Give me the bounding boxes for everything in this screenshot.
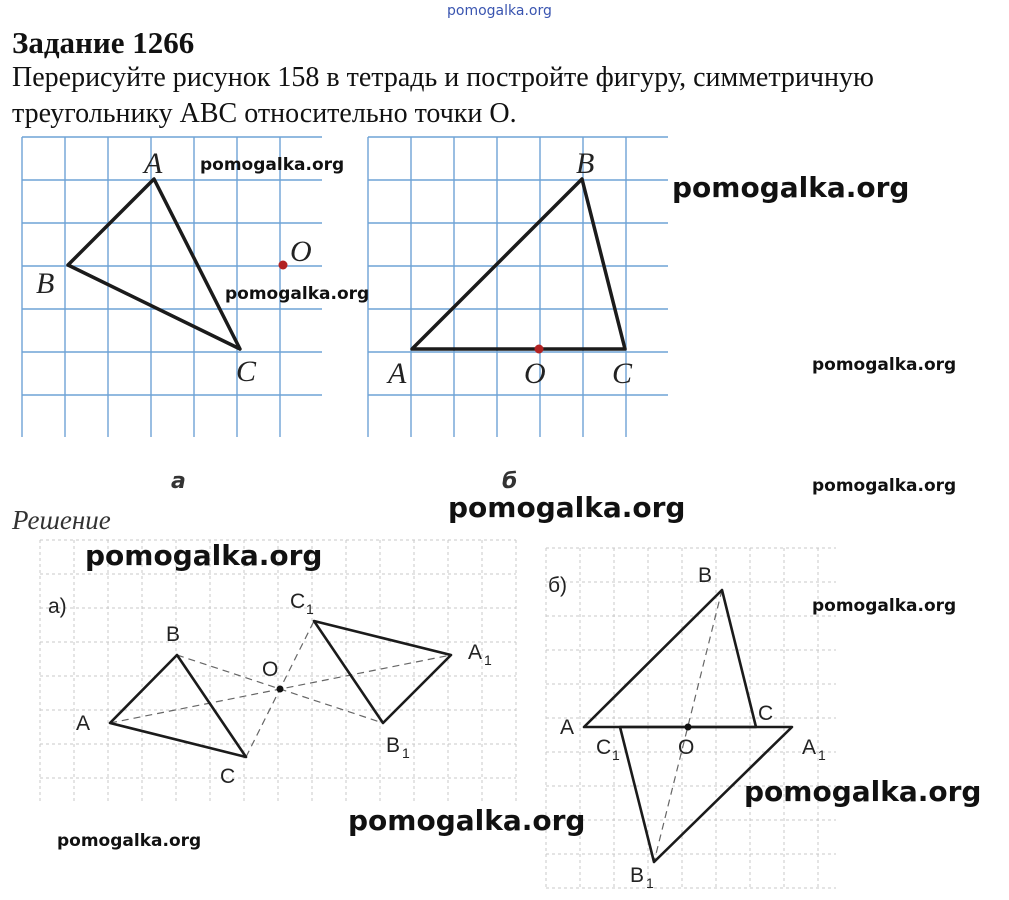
label-b: B <box>36 267 55 300</box>
watermark: pomogalka.org <box>57 831 202 851</box>
sol-a-label-a: A <box>76 712 91 735</box>
sol-b-label-a1: A <box>802 736 817 759</box>
solution-heading: Решение <box>12 505 111 535</box>
tag-a: а) <box>48 595 67 618</box>
watermark: pomogalka.org <box>744 775 982 808</box>
label-a-b: A <box>388 357 407 390</box>
sol-a-label-o: O <box>262 658 279 681</box>
sol-b-sub-c1: 1 <box>612 747 620 763</box>
task-title: Задание 1266 <box>12 25 195 60</box>
watermark: pomogalka.org <box>448 491 686 524</box>
label-c: C <box>236 355 257 388</box>
watermark: pomogalka.org <box>812 476 957 496</box>
task-text: Перерисуйте рисунок 158 в тетрадь и постройте фигуру, симметричную треугольнику ABC относительно точки O. <box>12 62 874 129</box>
label-o-b: O <box>524 357 546 390</box>
label-c-b: C <box>612 357 633 390</box>
watermark-top: pomogalka.org <box>447 3 552 19</box>
point-o <box>279 261 288 270</box>
label-o: O <box>290 235 312 268</box>
watermark: pomogalka.org <box>348 804 586 837</box>
sol-a-label-c: C <box>220 765 236 788</box>
watermark: pomogalka.org <box>85 539 323 572</box>
solution-b <box>546 548 846 893</box>
solution-b-grid <box>546 548 836 888</box>
triangle-a1b1c1-sol-a <box>314 621 451 723</box>
sol-b-label-c1: C <box>596 736 612 759</box>
sol-a-sub-c1: 1 <box>306 601 314 617</box>
figure-b <box>368 137 668 437</box>
watermark: pomogalka.org <box>812 355 957 375</box>
sol-b-sub-b1: 1 <box>646 875 654 891</box>
caption-a: а <box>171 469 186 494</box>
label-a: A <box>144 147 163 180</box>
sol-b-label-b: B <box>698 564 713 587</box>
figure-b-grid <box>368 137 668 437</box>
triangle-abc-sol-b <box>584 590 756 727</box>
sol-b-label-a: A <box>560 716 575 739</box>
sol-a-label-a1: A <box>468 641 483 664</box>
tag-b: б) <box>548 574 568 597</box>
watermark: pomogalka.org <box>672 171 910 204</box>
sol-b-label-b1: B <box>630 864 645 887</box>
sol-b-label-c: C <box>758 702 774 725</box>
triangle-abc-b <box>412 179 625 349</box>
watermark: pomogalka.org <box>225 284 370 304</box>
sol-a-sub-b1: 1 <box>402 745 410 761</box>
sol-a-label-b: B <box>166 623 181 646</box>
sol-b-sub-a1: 1 <box>818 747 826 763</box>
sol-a-sub-a1: 1 <box>484 652 492 668</box>
caption-b: б <box>502 469 518 494</box>
label-b-b: B <box>576 147 595 180</box>
sol-a-label-b1: B <box>386 734 401 757</box>
point-o-sol-b <box>685 724 692 731</box>
solution-a <box>40 540 530 810</box>
triangle-abc-sol-a <box>110 655 246 757</box>
watermark: pomogalka.org <box>812 596 957 616</box>
triangle-abc <box>68 179 240 349</box>
point-o-b <box>535 345 544 354</box>
point-o-sol-a <box>277 686 284 693</box>
sol-b-label-o: O <box>678 736 695 759</box>
watermark: pomogalka.org <box>200 155 345 175</box>
sol-a-label-c1: C <box>290 590 306 613</box>
